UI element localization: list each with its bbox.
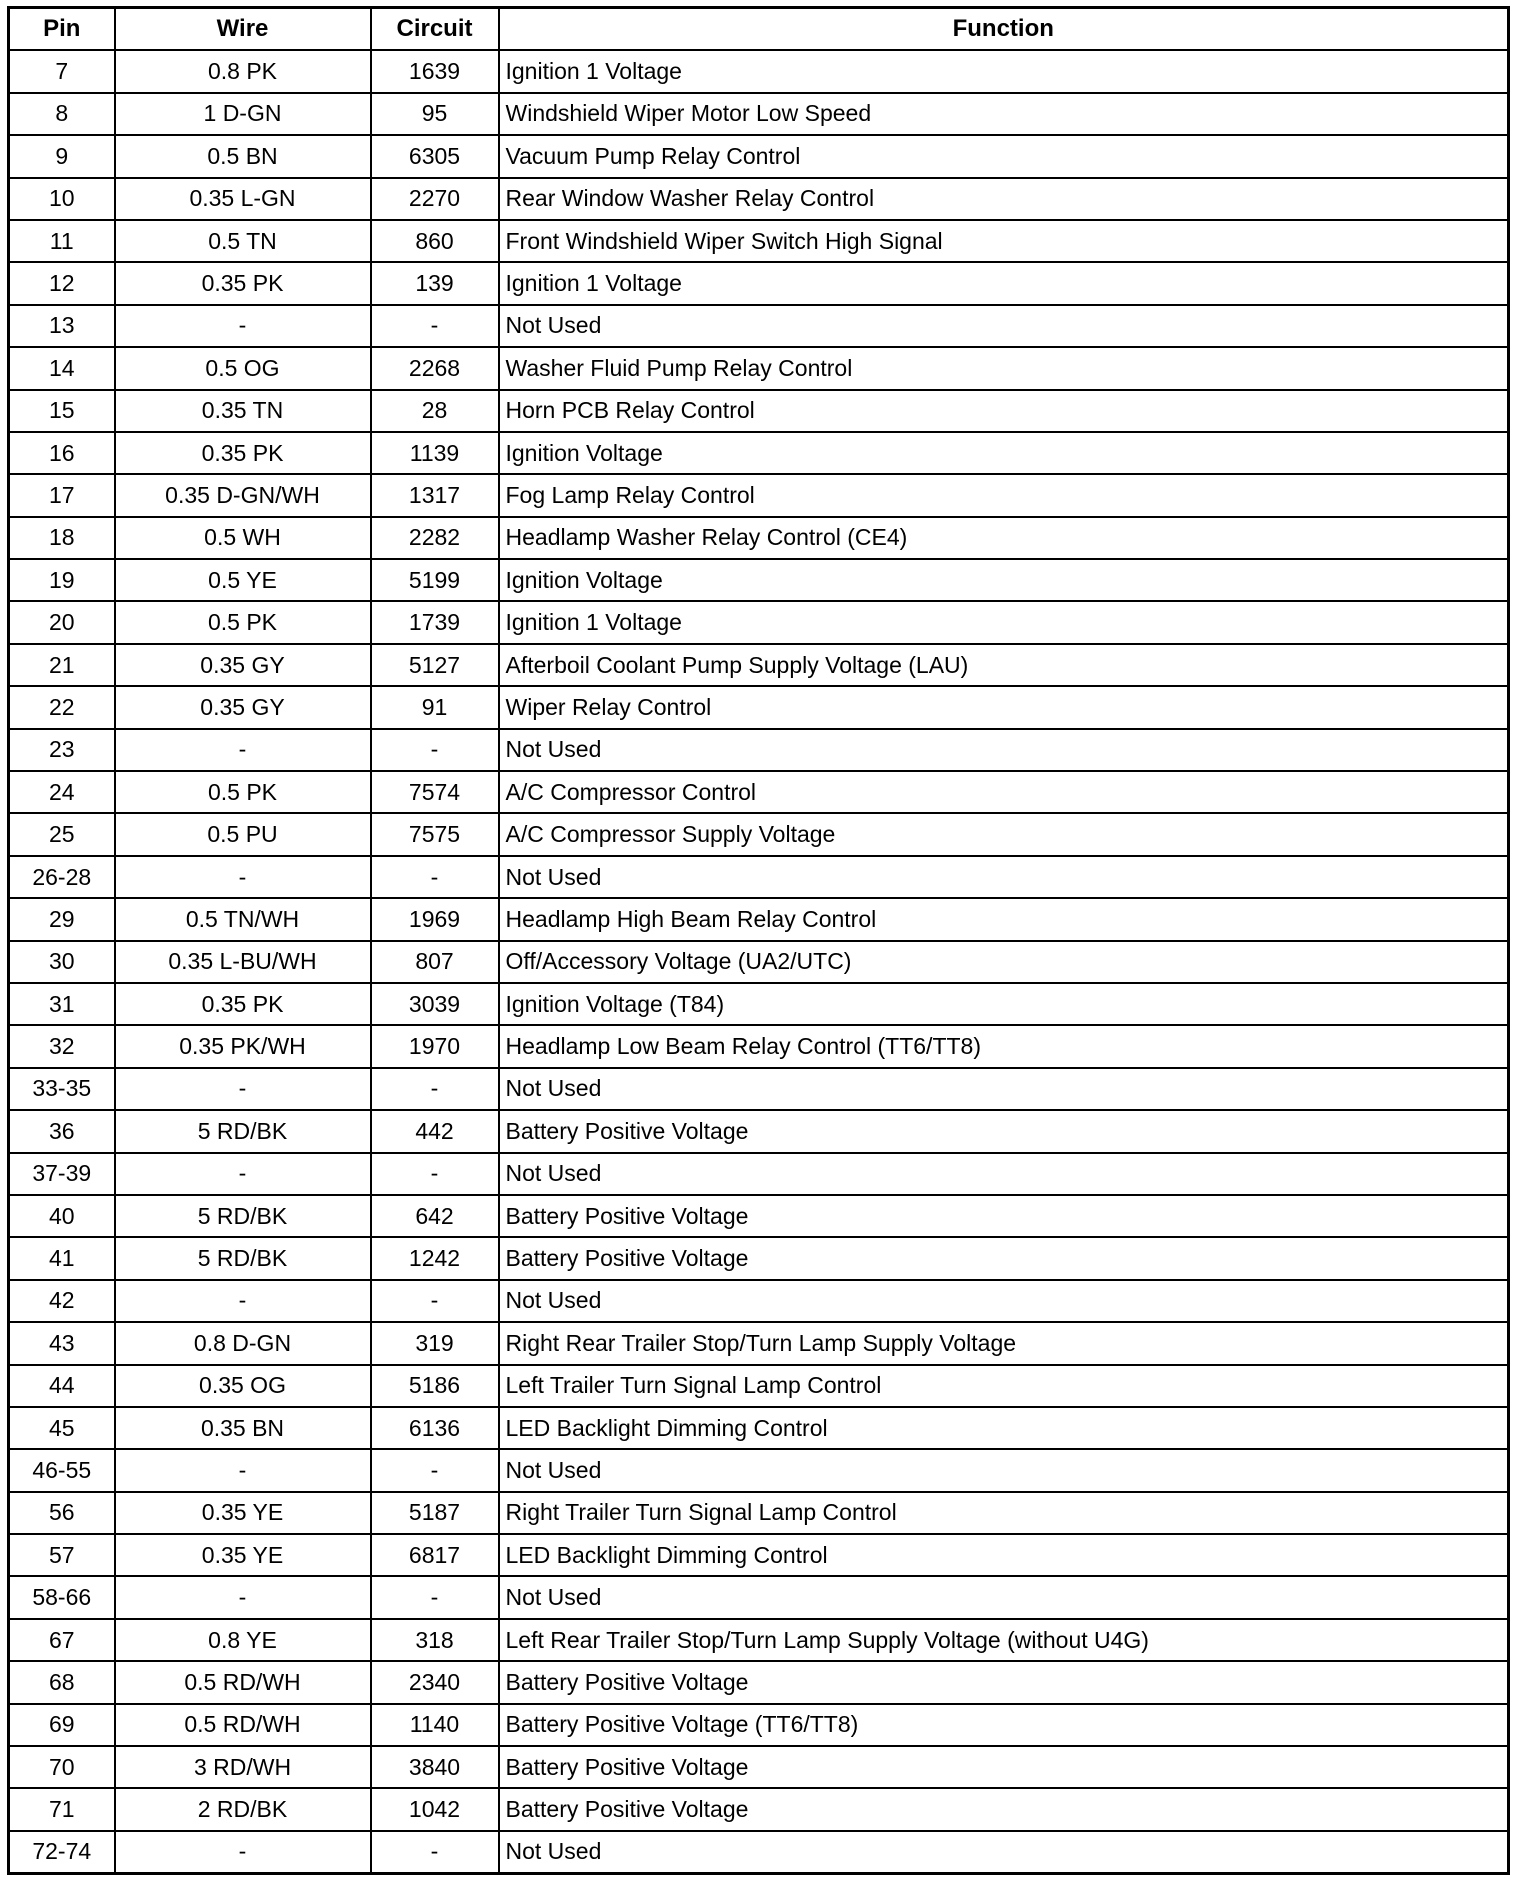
pin-cell: 40 (9, 1195, 115, 1237)
function-cell: Washer Fluid Pump Relay Control (499, 347, 1509, 389)
header-row (9, 8, 1509, 51)
table-row (9, 686, 1509, 728)
table-row (9, 432, 1509, 474)
table-row (9, 1068, 1509, 1110)
function-cell: Ignition 1 Voltage (499, 601, 1509, 643)
wire-cell: 0.35 TN (115, 390, 371, 432)
circuit-cell: - (371, 856, 499, 898)
pin-cell: 13 (9, 305, 115, 347)
function-cell: Windshield Wiper Motor Low Speed (499, 93, 1509, 135)
circuit-cell: 442 (371, 1110, 499, 1152)
function-cell: Battery Positive Voltage (499, 1195, 1509, 1237)
function-cell: Right Trailer Turn Signal Lamp Control (499, 1492, 1509, 1534)
circuit-cell: - (371, 1831, 499, 1874)
wire-cell: 0.5 PU (115, 813, 371, 855)
wire-cell: - (115, 305, 371, 347)
circuit-cell: 2282 (371, 517, 499, 559)
table-row (9, 983, 1509, 1025)
function-cell: Off/Accessory Voltage (UA2/UTC) (499, 941, 1509, 983)
function-cell: Vacuum Pump Relay Control (499, 135, 1509, 177)
table-row (9, 1492, 1509, 1534)
wire-cell: - (115, 856, 371, 898)
wire-cell: 0.35 PK/WH (115, 1025, 371, 1067)
table-row (9, 601, 1509, 643)
function-cell: Battery Positive Voltage (499, 1110, 1509, 1152)
circuit-cell: 1739 (371, 601, 499, 643)
table-row (9, 1661, 1509, 1703)
circuit-cell: - (371, 1576, 499, 1618)
circuit-cell: 3840 (371, 1746, 499, 1788)
pin-cell: 44 (9, 1365, 115, 1407)
circuit-cell: 5186 (371, 1365, 499, 1407)
pin-cell: 23 (9, 729, 115, 771)
header-circuit: Circuit (371, 8, 499, 51)
circuit-cell: 91 (371, 686, 499, 728)
wire-cell: 3 RD/WH (115, 1746, 371, 1788)
table-row (9, 390, 1509, 432)
circuit-cell: 6305 (371, 135, 499, 177)
function-cell: Right Rear Trailer Stop/Turn Lamp Supply Voltage (499, 1322, 1509, 1364)
pin-cell: 36 (9, 1110, 115, 1152)
wire-cell: - (115, 1280, 371, 1322)
table-row (9, 771, 1509, 813)
pin-cell: 24 (9, 771, 115, 813)
table-row (9, 517, 1509, 559)
pin-cell: 19 (9, 559, 115, 601)
function-cell: Not Used (499, 305, 1509, 347)
circuit-cell: 28 (371, 390, 499, 432)
table-row (9, 1365, 1509, 1407)
function-cell: Not Used (499, 729, 1509, 771)
function-cell: Not Used (499, 1153, 1509, 1195)
wire-cell: 0.35 PK (115, 262, 371, 304)
table-row (9, 93, 1509, 135)
circuit-cell: - (371, 305, 499, 347)
function-cell: Fog Lamp Relay Control (499, 474, 1509, 516)
function-cell: Battery Positive Voltage (TT6/TT8) (499, 1704, 1509, 1746)
pin-cell: 57 (9, 1534, 115, 1576)
circuit-cell: 807 (371, 941, 499, 983)
function-cell: Not Used (499, 1068, 1509, 1110)
pin-cell: 14 (9, 347, 115, 389)
wire-cell: - (115, 1153, 371, 1195)
wire-cell: 0.35 PK (115, 983, 371, 1025)
circuit-cell: 1970 (371, 1025, 499, 1067)
table-row (9, 1237, 1509, 1279)
header-function: Function (499, 8, 1509, 51)
table-body (9, 50, 1509, 1873)
table-row (9, 1153, 1509, 1195)
table-row (9, 1619, 1509, 1661)
function-cell: Left Trailer Turn Signal Lamp Control (499, 1365, 1509, 1407)
pin-cell: 46-55 (9, 1449, 115, 1491)
pin-cell: 42 (9, 1280, 115, 1322)
function-cell: Not Used (499, 856, 1509, 898)
wire-cell: 5 RD/BK (115, 1195, 371, 1237)
circuit-cell: 1140 (371, 1704, 499, 1746)
circuit-cell: 6817 (371, 1534, 499, 1576)
function-cell: LED Backlight Dimming Control (499, 1534, 1509, 1576)
wire-cell: 0.35 YE (115, 1492, 371, 1534)
function-cell: Front Windshield Wiper Switch High Signal (499, 220, 1509, 262)
pin-cell: 16 (9, 432, 115, 474)
pin-cell: 29 (9, 898, 115, 940)
wire-cell: 0.5 WH (115, 517, 371, 559)
pin-cell: 56 (9, 1492, 115, 1534)
table-row (9, 474, 1509, 516)
wire-cell: 0.8 PK (115, 50, 371, 92)
wire-cell: 0.8 YE (115, 1619, 371, 1661)
pin-cell: 43 (9, 1322, 115, 1364)
table-row (9, 1576, 1509, 1618)
table-row (9, 941, 1509, 983)
pin-cell: 58-66 (9, 1576, 115, 1618)
wire-cell: 0.35 GY (115, 644, 371, 686)
table-header (9, 8, 1509, 51)
wire-cell: 0.8 D-GN (115, 1322, 371, 1364)
wire-cell: - (115, 729, 371, 771)
circuit-cell: 6136 (371, 1407, 499, 1449)
function-cell: A/C Compressor Control (499, 771, 1509, 813)
pin-cell: 37-39 (9, 1153, 115, 1195)
table-row (9, 1746, 1509, 1788)
function-cell: Battery Positive Voltage (499, 1788, 1509, 1830)
wire-cell: 2 RD/BK (115, 1788, 371, 1830)
wire-cell: 0.35 YE (115, 1534, 371, 1576)
table-row (9, 644, 1509, 686)
table-row (9, 729, 1509, 771)
pin-cell: 30 (9, 941, 115, 983)
header-wire: Wire (115, 8, 371, 51)
table-row (9, 1195, 1509, 1237)
table-row (9, 305, 1509, 347)
pin-cell: 71 (9, 1788, 115, 1830)
wire-cell: 0.35 PK (115, 432, 371, 474)
table-row (9, 1407, 1509, 1449)
wire-cell: 0.35 GY (115, 686, 371, 728)
circuit-cell: 2270 (371, 178, 499, 220)
function-cell: Ignition Voltage (499, 559, 1509, 601)
wire-cell: 5 RD/BK (115, 1237, 371, 1279)
header-pin: Pin (9, 8, 115, 51)
circuit-cell: 860 (371, 220, 499, 262)
pin-cell: 21 (9, 644, 115, 686)
wire-cell: 0.35 D-GN/WH (115, 474, 371, 516)
pin-cell: 12 (9, 262, 115, 304)
table-row (9, 1831, 1509, 1874)
circuit-cell: 1242 (371, 1237, 499, 1279)
pin-cell: 67 (9, 1619, 115, 1661)
wire-cell: 0.5 PK (115, 771, 371, 813)
wire-cell: 5 RD/BK (115, 1110, 371, 1152)
table-row (9, 1110, 1509, 1152)
function-cell: LED Backlight Dimming Control (499, 1407, 1509, 1449)
pin-cell: 33-35 (9, 1068, 115, 1110)
wire-cell: 0.5 BN (115, 135, 371, 177)
table-row (9, 347, 1509, 389)
pin-cell: 7 (9, 50, 115, 92)
function-cell: Rear Window Washer Relay Control (499, 178, 1509, 220)
circuit-cell: 642 (371, 1195, 499, 1237)
table-row (9, 262, 1509, 304)
function-cell: Not Used (499, 1831, 1509, 1874)
table-row (9, 856, 1509, 898)
circuit-cell: 139 (371, 262, 499, 304)
pin-cell: 68 (9, 1661, 115, 1703)
function-cell: Headlamp Washer Relay Control (CE4) (499, 517, 1509, 559)
wire-cell: 0.5 RD/WH (115, 1661, 371, 1703)
pin-cell: 9 (9, 135, 115, 177)
table-row (9, 1025, 1509, 1067)
pin-cell: 45 (9, 1407, 115, 1449)
pin-cell: 8 (9, 93, 115, 135)
wire-cell: 0.35 OG (115, 1365, 371, 1407)
wire-cell: 0.35 L-BU/WH (115, 941, 371, 983)
function-cell: Headlamp Low Beam Relay Control (TT6/TT8) (499, 1025, 1509, 1067)
wire-cell: 1 D-GN (115, 93, 371, 135)
table-row (9, 50, 1509, 92)
table-row (9, 220, 1509, 262)
circuit-cell: - (371, 1068, 499, 1110)
function-cell: Left Rear Trailer Stop/Turn Lamp Supply Voltage (without U4G) (499, 1619, 1509, 1661)
circuit-cell: - (371, 1280, 499, 1322)
wire-cell: 0.5 TN/WH (115, 898, 371, 940)
pin-cell: 10 (9, 178, 115, 220)
function-cell: Afterboil Coolant Pump Supply Voltage (LAU) (499, 644, 1509, 686)
function-cell: Battery Positive Voltage (499, 1661, 1509, 1703)
table-row (9, 1322, 1509, 1364)
wire-cell: - (115, 1576, 371, 1618)
pin-cell: 26-28 (9, 856, 115, 898)
function-cell: Ignition Voltage (499, 432, 1509, 474)
circuit-cell: 319 (371, 1322, 499, 1364)
function-cell: A/C Compressor Supply Voltage (499, 813, 1509, 855)
pin-cell: 22 (9, 686, 115, 728)
function-cell: Wiper Relay Control (499, 686, 1509, 728)
function-cell: Not Used (499, 1280, 1509, 1322)
wire-cell: 0.5 RD/WH (115, 1704, 371, 1746)
pin-cell: 72-74 (9, 1831, 115, 1874)
pin-cell: 18 (9, 517, 115, 559)
function-cell: Horn PCB Relay Control (499, 390, 1509, 432)
function-cell: Headlamp High Beam Relay Control (499, 898, 1509, 940)
circuit-cell: - (371, 1153, 499, 1195)
pin-cell: 17 (9, 474, 115, 516)
circuit-cell: 5187 (371, 1492, 499, 1534)
circuit-cell: 7574 (371, 771, 499, 813)
table-row (9, 1449, 1509, 1491)
connector-pinout-table (7, 6, 1510, 1875)
circuit-cell: 2340 (371, 1661, 499, 1703)
table-row (9, 898, 1509, 940)
circuit-cell: 1639 (371, 50, 499, 92)
wire-cell: - (115, 1068, 371, 1110)
wire-cell: 0.35 L-GN (115, 178, 371, 220)
circuit-cell: 5199 (371, 559, 499, 601)
pin-cell: 15 (9, 390, 115, 432)
circuit-cell: 1139 (371, 432, 499, 474)
function-cell: Not Used (499, 1449, 1509, 1491)
function-cell: Battery Positive Voltage (499, 1746, 1509, 1788)
circuit-cell: 7575 (371, 813, 499, 855)
wire-cell: 0.35 BN (115, 1407, 371, 1449)
circuit-cell: 95 (371, 93, 499, 135)
wire-cell: 0.5 OG (115, 347, 371, 389)
pin-cell: 32 (9, 1025, 115, 1067)
function-cell: Not Used (499, 1576, 1509, 1618)
wire-cell: - (115, 1449, 371, 1491)
pin-cell: 69 (9, 1704, 115, 1746)
pin-cell: 31 (9, 983, 115, 1025)
pin-cell: 11 (9, 220, 115, 262)
circuit-cell: 2268 (371, 347, 499, 389)
function-cell: Battery Positive Voltage (499, 1237, 1509, 1279)
pin-cell: 70 (9, 1746, 115, 1788)
circuit-cell: 5127 (371, 644, 499, 686)
table-row (9, 1280, 1509, 1322)
circuit-cell: 3039 (371, 983, 499, 1025)
wire-cell: 0.5 TN (115, 220, 371, 262)
table-row (9, 559, 1509, 601)
circuit-cell: - (371, 1449, 499, 1491)
table-row (9, 1534, 1509, 1576)
table-row (9, 813, 1509, 855)
table-row (9, 1788, 1509, 1830)
pin-cell: 41 (9, 1237, 115, 1279)
function-cell: Ignition 1 Voltage (499, 262, 1509, 304)
circuit-cell: 318 (371, 1619, 499, 1661)
circuit-cell: 1969 (371, 898, 499, 940)
pin-cell: 20 (9, 601, 115, 643)
table-row (9, 178, 1509, 220)
table-row (9, 135, 1509, 177)
wire-cell: - (115, 1831, 371, 1874)
wire-cell: 0.5 YE (115, 559, 371, 601)
function-cell: Ignition 1 Voltage (499, 50, 1509, 92)
circuit-cell: 1317 (371, 474, 499, 516)
table-row (9, 1704, 1509, 1746)
pin-cell: 25 (9, 813, 115, 855)
function-cell: Ignition Voltage (T84) (499, 983, 1509, 1025)
circuit-cell: 1042 (371, 1788, 499, 1830)
circuit-cell: - (371, 729, 499, 771)
wire-cell: 0.5 PK (115, 601, 371, 643)
